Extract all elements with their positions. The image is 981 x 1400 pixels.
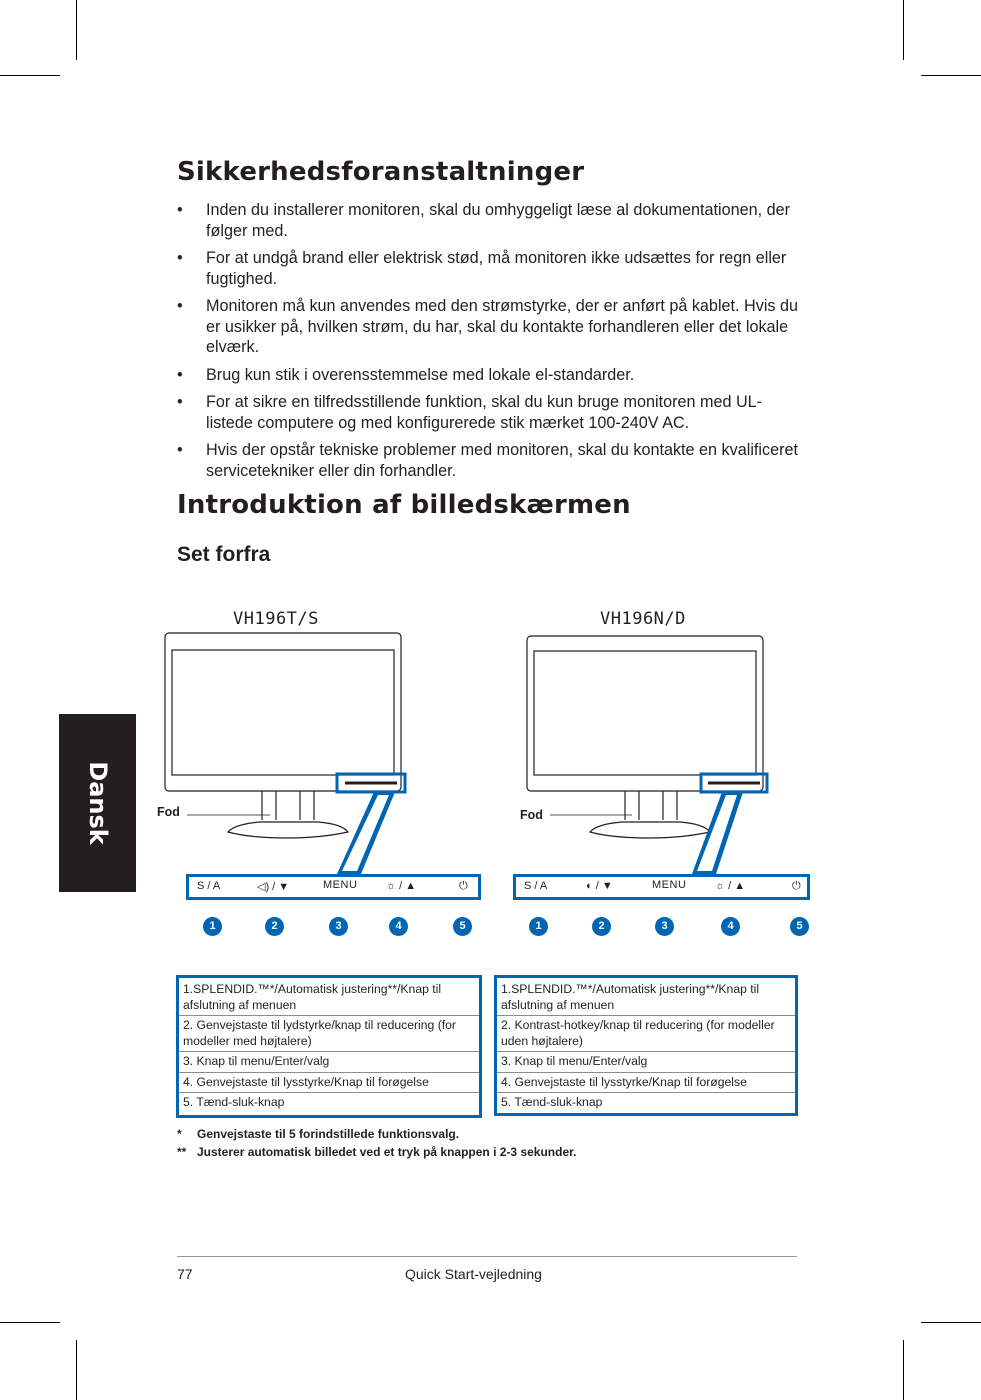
language-tab-label: Dansk <box>83 761 112 845</box>
front-view-subheading: Set forfra <box>177 543 271 566</box>
bullet-mark: • <box>177 201 183 219</box>
power-button[interactable]: ⏻ <box>792 880 801 892</box>
safety-heading: Sikkerhedsforanstaltninger <box>177 157 585 187</box>
list-item: • Brug kun stik i overensstemmelse med lokale el-standarder. <box>177 365 635 384</box>
legend-row: 5. Tænd-sluk-knap <box>183 1095 285 1109</box>
list-item: • For at undgå brand eller elektrisk stød, må monitoren ikke udsættes for regn eller fugtighed. <box>177 249 787 288</box>
legend-row: 2. Genvejstaste til lydstyrke/knap til reducering (for modeller med højtalere) <box>179 1016 479 1052</box>
callout-number: 3 <box>329 917 348 936</box>
contrast-down-button[interactable]: ◐ / ▼ <box>586 880 613 892</box>
legend-row: 3. Knap til menu/Enter/valg <box>179 1052 479 1073</box>
list-item: • Inden du installerer monitoren, skal du omhyggeligt læse al dokumentationen, der følger med. <box>177 201 790 240</box>
footnote: * Genvejstaste til 5 forindstillede funktionsvalg. <box>177 1127 460 1141</box>
callout-number: 2 <box>265 917 284 936</box>
right-stand-label: Fod <box>520 808 543 822</box>
list-item: • Hvis der opstår tekniske problemer med monitoren, skal du kontakte en kvalificeret servicetekniker eller din forhandler. <box>177 441 799 480</box>
right-legend <box>494 975 798 1116</box>
crop-mark <box>76 1340 77 1400</box>
callout-number: 4 <box>721 917 740 936</box>
bullet-mark: • <box>177 249 183 267</box>
legend-row: 1.SPLENDID.™*/Automatisk justering**/Knap til afslutning af menuen <box>179 978 479 1016</box>
guide-title: Quick Start-vejledning <box>405 1266 542 1282</box>
volume-down-button[interactable]: ◁) / ▼ <box>257 881 290 893</box>
legend-row: 5. Tænd-sluk-knap <box>501 1095 603 1109</box>
page-number: 77 <box>177 1266 193 1282</box>
list-item: • Monitoren må kun anvendes med den strømstyrke, der er anført på kablet. Hvis du er usikker på, hvilken strøm, du har, skal du kontakte forhandleren eller det lokale elværk. <box>177 297 799 356</box>
left-model-label: VH196T/S <box>233 609 319 629</box>
bullet-mark: • <box>177 393 183 411</box>
power-button[interactable]: ⏻ <box>459 880 468 892</box>
crop-mark <box>921 1322 981 1323</box>
callout-number: 1 <box>203 917 222 936</box>
bullet-mark: • <box>177 297 183 315</box>
legend-row: 1.SPLENDID.™*/Automatisk justering**/Knap til afslutning af menuen <box>497 978 795 1016</box>
left-monitor-illustration <box>165 633 401 838</box>
callout-number: 3 <box>655 917 674 936</box>
left-legend <box>176 975 482 1118</box>
footnote: ** Justerer automatisk billedet ved et tryk på knappen i 2-3 sekunder. <box>177 1145 577 1159</box>
footer-divider <box>177 1256 797 1257</box>
brightness-up-button[interactable]: ☼ / ▲ <box>386 880 417 892</box>
legend-row: 4. Genvejstaste til lysstyrke/Knap til forøgelse <box>179 1073 479 1094</box>
crop-mark <box>0 1322 60 1323</box>
callout-number: 4 <box>389 917 408 936</box>
intro-heading: Introduktion af billedskærmen <box>177 490 631 520</box>
right-model-label: VH196N/D <box>600 609 686 629</box>
splendid-button[interactable]: S / A <box>197 880 221 892</box>
left-stand-label: Fod <box>157 805 180 819</box>
callout-number: 2 <box>592 917 611 936</box>
crop-mark <box>903 1340 904 1400</box>
list-item: • For at sikre en tilfredsstillende funktion, skal du kun bruge monitoren med UL-listede computere og med konfigurerede stik mærket 100-240V AC. <box>177 393 763 432</box>
legend-row: 2. Kontrast-hotkey/knap til reducering (for modeller uden højtalere) <box>497 1016 795 1052</box>
bullet-mark: • <box>177 365 183 384</box>
menu-button[interactable]: MENU <box>323 879 358 891</box>
callout-number: 5 <box>453 917 472 936</box>
right-control-panel <box>513 874 810 900</box>
bullet-mark: • <box>177 441 183 459</box>
splendid-button[interactable]: S / A <box>524 880 548 892</box>
callout-number: 1 <box>529 917 548 936</box>
brightness-up-button[interactable]: ☼ / ▲ <box>715 880 746 892</box>
legend-row: 4. Genvejstaste til lysstyrke/Knap til forøgelse <box>497 1073 795 1094</box>
legend-row: 3. Knap til menu/Enter/valg <box>497 1052 795 1073</box>
left-control-panel <box>186 874 481 900</box>
menu-button[interactable]: MENU <box>652 879 687 891</box>
callout-number: 5 <box>790 917 809 936</box>
